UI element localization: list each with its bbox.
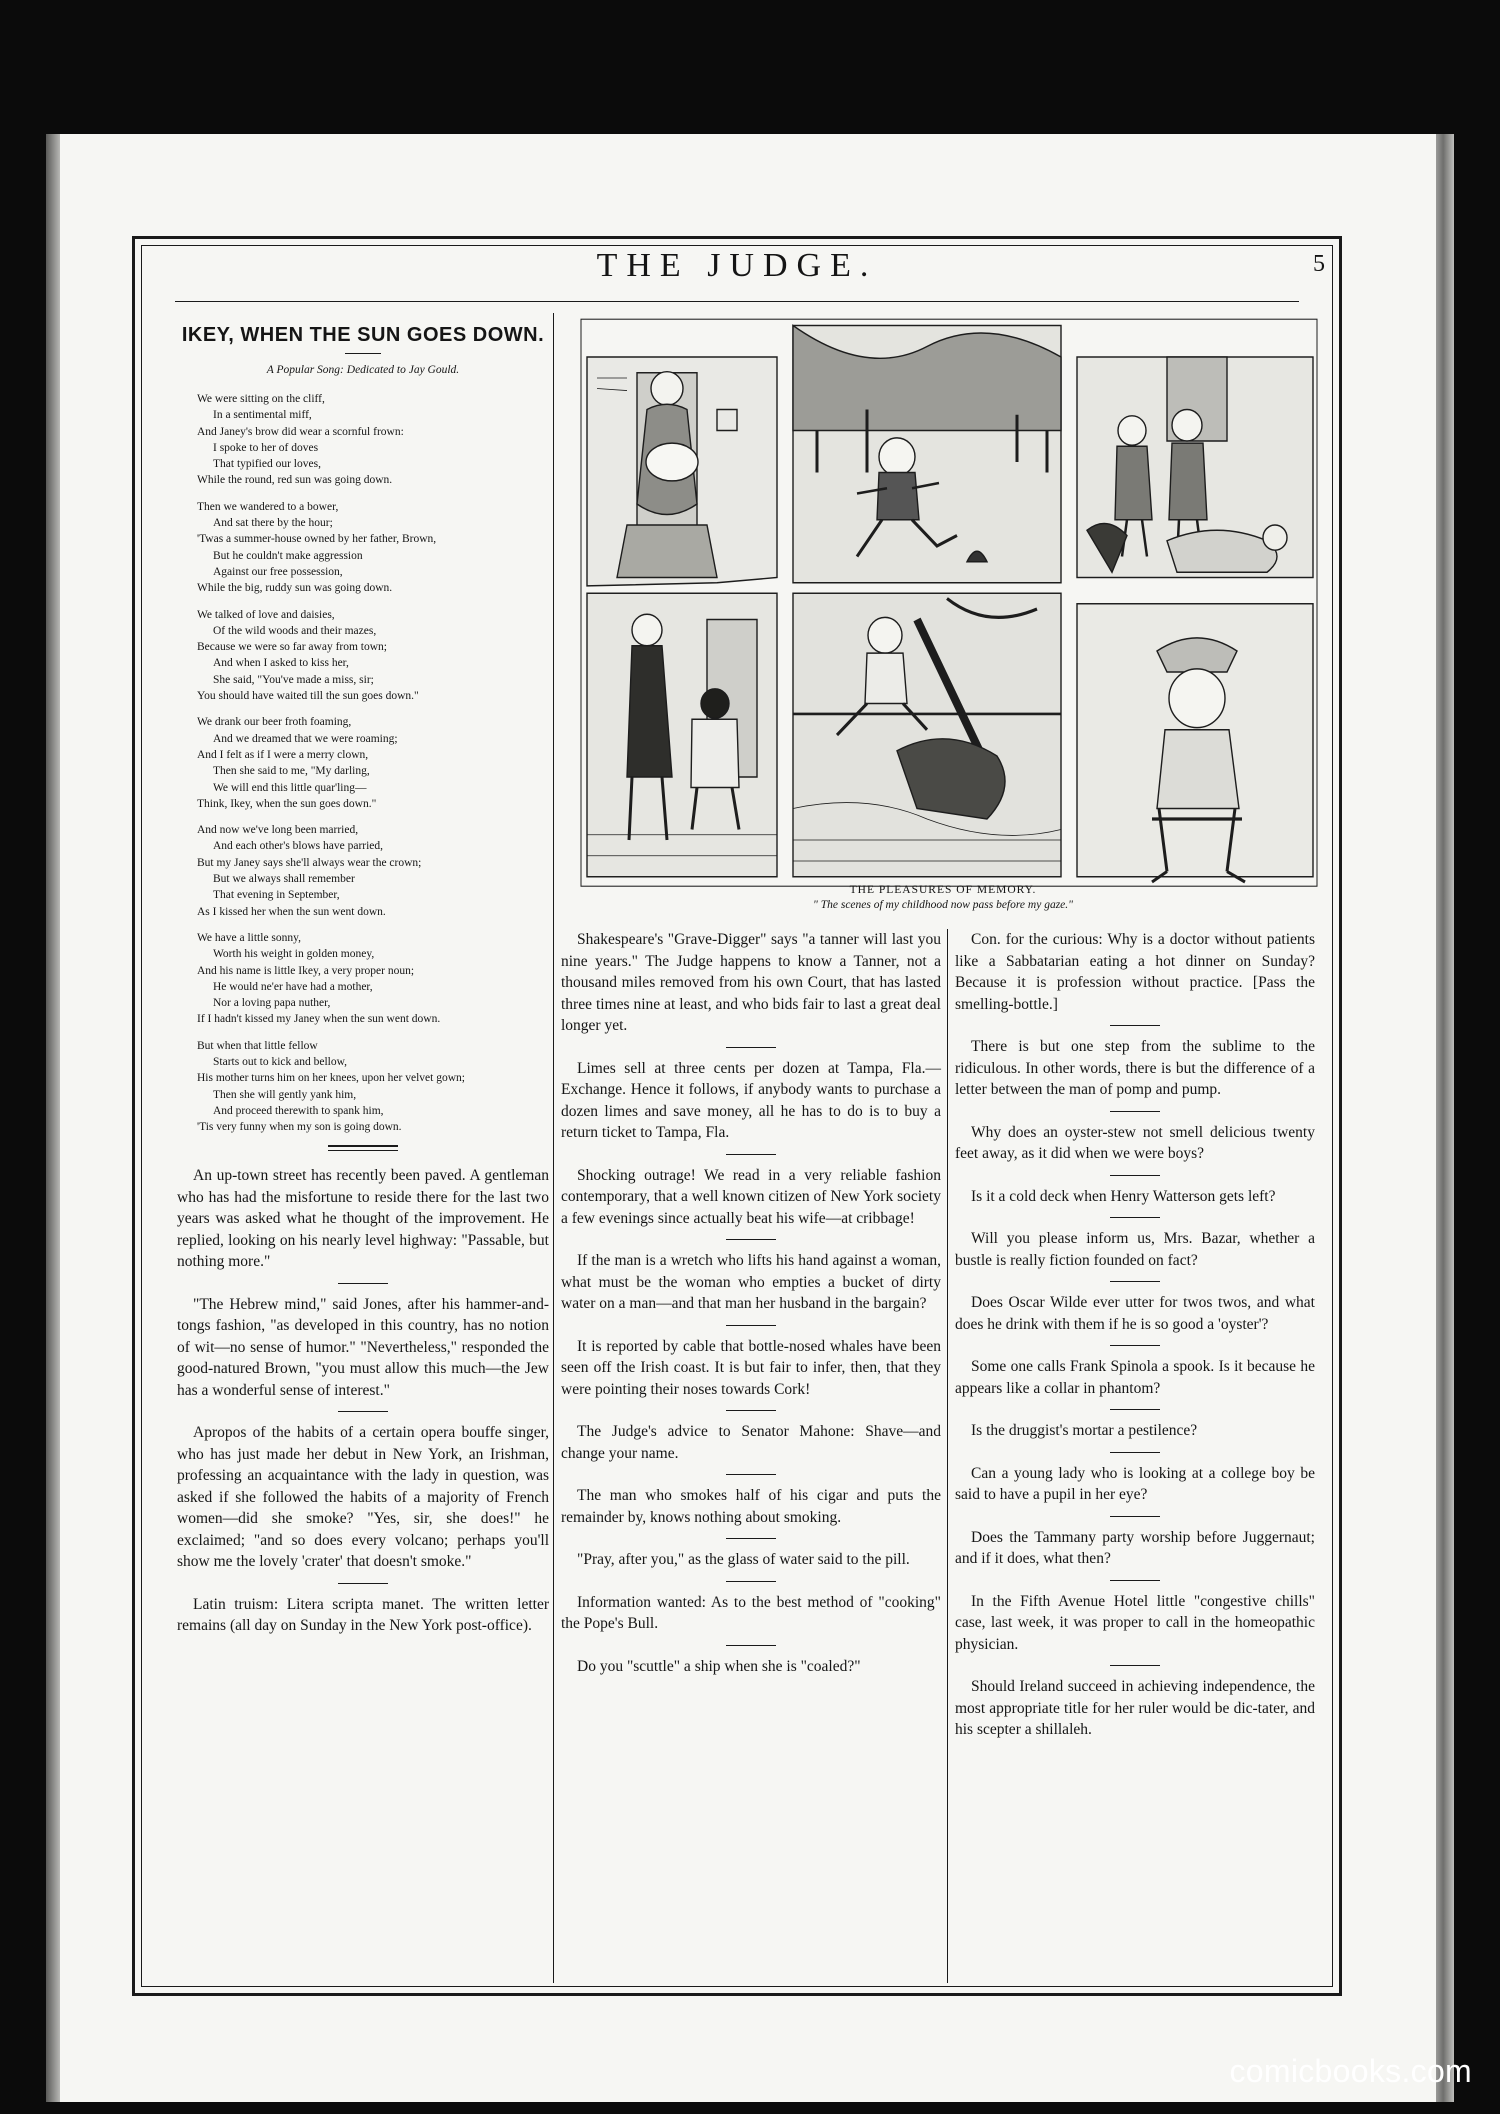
article-separator <box>726 1645 776 1646</box>
article-paragraph: The Judge's advice to Senator Mahone: Shave—and change your name. <box>561 1423 941 1462</box>
panel-schoolmaster <box>587 593 777 877</box>
article-separator <box>726 1325 776 1326</box>
article-separator <box>726 1581 776 1582</box>
article-paragraph: Apropos of the habits of a certain opera bouffe singer, who has just made her debut in New York, an Irishman, professing an acquaintance with the lady in question, was asked if she followed the habits of a majority of French women—did she smoke? "Yes, sir, she does!" he exclaimed; "and so does every volcano; perhaps you'll show me the lovely 'crater' that doesn't smoke." <box>177 1424 549 1571</box>
illustration-caption <box>567 883 1319 913</box>
article-paragraph: Why does an oyster-stew not smell delicious twenty feet away, as it did when we were boys? <box>955 1123 1315 1162</box>
poem-line: That typified our loves, <box>213 458 321 471</box>
poem-line: Then she will gently yank him, <box>213 1088 357 1101</box>
poem-stanza <box>177 822 549 920</box>
poem-line: But my Janey says she'll always wear the crown; <box>197 856 422 869</box>
article-paragraph: Will you please inform us, Mrs. Bazar, whether a bustle is really fiction founded on fact? <box>955 1230 1315 1269</box>
article-separator <box>726 1538 776 1539</box>
article-separator <box>1110 1111 1160 1112</box>
article-separator <box>1110 1665 1160 1666</box>
illustration-caption-title: THE PLEASURES OF MEMORY. <box>849 884 1037 896</box>
cartoon-illustration <box>567 315 1319 903</box>
article-separator <box>1110 1025 1160 1026</box>
column-rule-left <box>553 313 554 1983</box>
article-paragraph: Shocking outrage! We read in a very reliable fashion contemporary, that a well known citizen of New York society a few evenings since actually beat his wife—at cribbage! <box>561 1166 941 1227</box>
poem-line: Worth his weight in golden money, <box>213 948 375 961</box>
article-paragraph: Limes sell at three cents per dozen at Tampa, Fla.—Exchange. Hence it follows, if anybody wants to purchase a dozen limes and save money, all he has to do is to buy a return ticket to Tampa, Fla. <box>561 1059 941 1141</box>
article-separator <box>726 1410 776 1411</box>
poem-line: Starts out to kick and bellow, <box>213 1055 348 1068</box>
poem-line: 'Tis very funny when my son is going down. <box>197 1121 402 1134</box>
article-paragraph: Information wanted: As to the best method of "cooking" the Pope's Bull. <box>561 1593 941 1632</box>
column-rule-right <box>947 929 948 1983</box>
middle-column <box>561 929 941 1677</box>
article-paragraph: Con. for the curious: Why is a doctor without patients like a Sabbatarian eating a hot dinner on Sunday? Because it is profession without practice. [Pass the smelling-bottle.] <box>955 931 1315 1013</box>
poem-line: If I hadn't kissed my Janey when the sun went down. <box>197 1013 441 1026</box>
article-paragraph: Is the druggist's mortar a pestilence? <box>971 1422 1198 1439</box>
article-paragraph: Is it a cold deck when Henry Watterson gets left? <box>971 1187 1276 1205</box>
masthead: THE JUDGE. <box>596 247 878 284</box>
poem-line: But when that little fellow <box>197 1039 318 1052</box>
article-separator <box>338 1583 388 1584</box>
right-article-list <box>955 929 1315 1741</box>
article-paragraph: It is reported by cable that bottle-nosed whales have been seen off the Irish coast. It is but fair to infer, then, that they were pointing their noses towards Cork! <box>561 1337 941 1398</box>
poem-line: And I felt as if I were a merry clown, <box>197 748 369 761</box>
panel-grandmother <box>587 357 777 586</box>
poem-line: But he couldn't make aggression <box>213 549 363 562</box>
article-separator <box>1110 1217 1160 1218</box>
poem-line: Of the wild woods and their mazes, <box>213 624 377 637</box>
poem-stanza <box>177 607 549 705</box>
article-paragraph: "Pray, after you," as the glass of water said to the pill. <box>577 1551 910 1568</box>
article-paragraph: If the man is a wretch who lifts his hand against a woman, what must be the woman who empties a bucket of dirty water on a man—and that man her husband in the bargain? <box>561 1252 941 1312</box>
article-separator <box>1110 1516 1160 1517</box>
panel-boys-and-dog <box>1077 357 1313 578</box>
article-separator <box>1110 1452 1160 1453</box>
panel-sad-boy <box>1077 604 1313 882</box>
illustration-caption-quote: " The scenes of my childhood now pass before my gaze." <box>813 899 1073 911</box>
poem-line: Against our free possession, <box>213 565 343 578</box>
poem-title: IKEY, WHEN THE SUN GOES DOWN. <box>181 324 545 346</box>
poem-stanzas <box>177 391 549 1135</box>
poem-line: We were sitting on the cliff, <box>197 393 325 405</box>
page-binding <box>46 134 60 2102</box>
article-separator <box>1110 1175 1160 1176</box>
poem-line: 'Twas a summer-house owned by her father, Brown, <box>197 533 437 546</box>
article-paragraph: Latin truism: Litera scripta manet. The written letter remains (all day on Sunday in the New York post-office). <box>177 1595 549 1635</box>
poem-stanza <box>177 391 549 489</box>
page-edge <box>1436 134 1454 2102</box>
poem-line: We drank our beer froth foaming, <box>197 716 352 729</box>
section-double-rule <box>328 1145 398 1151</box>
poem-line: And proceed therewith to spank him, <box>213 1104 384 1117</box>
poem-line: And we dreamed that we were roaming; <box>213 732 398 745</box>
poem-line: And each other's blows have parried, <box>213 840 384 853</box>
middle-article-list <box>561 929 941 1677</box>
poem-stanza <box>177 714 549 812</box>
poem-stanza <box>177 1038 549 1136</box>
site-watermark: comicbooks.com <box>1229 2053 1472 2089</box>
poem-line: I spoke to her of doves <box>213 441 319 454</box>
article-separator <box>1110 1281 1160 1282</box>
title-rule <box>345 353 381 354</box>
article-separator <box>1110 1580 1160 1581</box>
poem-stanza <box>177 499 549 597</box>
poem-line: Because we were so far away from town; <box>197 641 387 654</box>
poem-line: That evening in September, <box>213 889 340 902</box>
left-column <box>177 313 549 1637</box>
panel-running-boy <box>793 326 1061 583</box>
article-paragraph: The man who smokes half of his cigar and puts the remainder by, knows nothing about smoking. <box>561 1487 941 1526</box>
panel-boy-and-dog-chase <box>793 593 1061 877</box>
poem-line: You should have waited till the sun goes down." <box>197 690 419 703</box>
poem-line: We will end this little quar'ling— <box>213 781 367 794</box>
article-separator <box>338 1283 388 1284</box>
poem-line: But we always shall remember <box>213 873 355 886</box>
poem-line: And his name is little Ikey, a very proper noun; <box>197 964 415 977</box>
article-separator <box>1110 1345 1160 1346</box>
left-article-list <box>177 1165 549 1637</box>
article-paragraph: Should Ireland succeed in achieving independence, the most appropriate title for her ruler would be dic-tater, and his scepter a shillaleh. <box>955 1678 1315 1738</box>
article-separator <box>726 1154 776 1155</box>
article-paragraph: Does Oscar Wilde ever utter for twos twos, and what does he drink with them if he is so good a 'oyster'? <box>955 1294 1315 1333</box>
right-column <box>955 929 1315 1741</box>
article-paragraph: There is but one step from the sublime to the ridiculous. In other words, there is but the difference of a letter between the man of pomp and pump. <box>955 1038 1315 1098</box>
poem-stanza <box>177 930 549 1028</box>
article-separator <box>1110 1409 1160 1410</box>
article-separator <box>338 1411 388 1412</box>
poem-line: While the big, ruddy sun was going down. <box>197 582 393 595</box>
masthead-rule <box>175 301 1299 302</box>
article-paragraph: Some one calls Frank Spinola a spook. Is it because he appears like a collar in phantom? <box>955 1358 1315 1397</box>
article-paragraph: Shakespeare's "Grave-Digger" says "a tanner will last you nine years." The Judge happens to know a Tanner, not a thousand miles removed from his own Court, that has lasted three times nine at least, and who bids fair to last a great deal longer yet. <box>561 931 941 1034</box>
poem-line: And Janey's brow did wear a scornful frown: <box>197 425 404 438</box>
poem-line: And sat there by the hour; <box>213 517 333 530</box>
article-paragraph: Can a young lady who is looking at a college boy be said to have a pupil in her eye? <box>955 1464 1315 1503</box>
article-separator <box>726 1239 776 1240</box>
poem-line: Then she said to me, "My darling, <box>213 765 370 778</box>
article-paragraph: An up-town street has recently been paved. A gentleman who has had the misfortune to reside there for the last two years was asked what he thought of the improvement. He replied, looking on his nearly level highway: "Passable, but nothing more." <box>177 1167 549 1271</box>
article-separator <box>726 1474 776 1475</box>
article-paragraph: In the Fifth Avenue Hotel little "congestive chills" case, last week, it was proper to call in the homeopathic physician. <box>955 1592 1315 1653</box>
poem-line: And now we've long been married, <box>197 824 359 837</box>
poem-line: She said, "You've made a miss, sir; <box>213 673 374 686</box>
poem-line: We talked of love and daisies, <box>197 608 335 621</box>
page-frame <box>132 236 1342 1996</box>
article-separator <box>726 1047 776 1048</box>
poem-line: We have a little sonny, <box>197 931 302 944</box>
poem-line: He would ne'er have had a mother, <box>213 980 373 993</box>
poem-line: As I kissed her when the sun went down. <box>197 905 386 918</box>
poem-line: While the round, red sun was going down. <box>197 474 393 487</box>
poem-line: Nor a loving papa nuther, <box>213 997 331 1010</box>
poem-dedication: A Popular Song: Dedicated to Jay Gould. <box>266 363 460 376</box>
article-paragraph: "The Hebrew mind," said Jones, after his hammer-and-tongs fashion, "as developed in this country, has no notion of wit—no sense of humor." "Nevertheless," responded the good-natured Brown, "you must allow this much—the Jew has a wonderful sense of interest." <box>177 1295 549 1399</box>
poem-line: His mother turns him on her knees, upon her velvet gown; <box>197 1072 465 1085</box>
article-paragraph: Does the Tammany party worship before Juggernaut; and if it does, what then? <box>955 1528 1315 1567</box>
page-number: 5 <box>1313 251 1325 277</box>
poem-line: Think, Ikey, when the sun goes down." <box>197 797 377 810</box>
poem-line: Then we wandered to a bower, <box>197 500 339 513</box>
poem-line: And when I asked to kiss her, <box>213 657 349 670</box>
article-paragraph: Do you "scuttle" a ship when she is "coaled?" <box>577 1657 861 1675</box>
poem-line: In a sentimental miff, <box>213 409 312 422</box>
